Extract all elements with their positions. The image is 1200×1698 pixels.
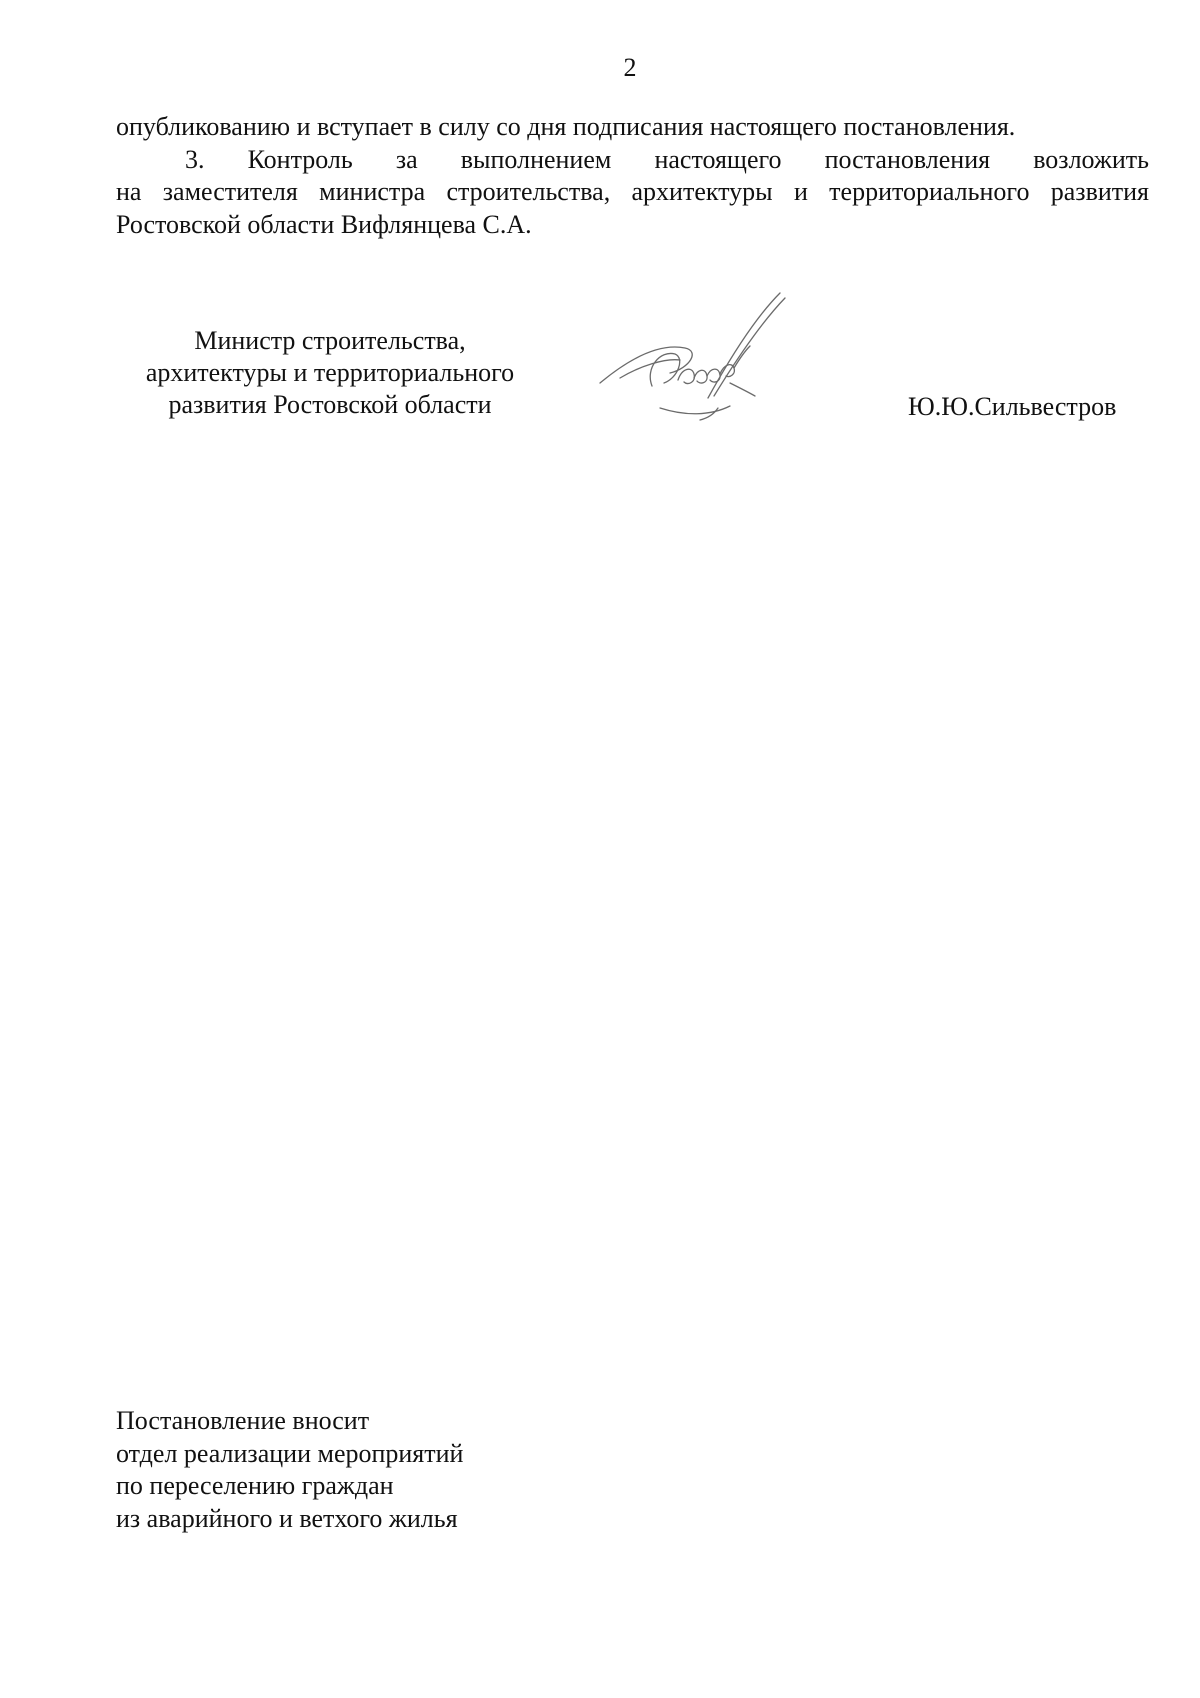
- footer-note: [116, 1405, 463, 1535]
- body-line-4: Ростовской области Вифлянцева С.А.: [116, 209, 532, 239]
- footer-line-3: по переселению граждан: [116, 1471, 394, 1500]
- signer-title: [110, 325, 550, 421]
- body-text: [116, 111, 1149, 241]
- signer-title-line-1: Министр строительства,: [194, 326, 466, 355]
- footer-line-4: из аварийного и ветхого жилья: [116, 1503, 458, 1533]
- signer-name: Ю.Ю.Сильвестров: [908, 392, 1117, 421]
- signer-title-line-2: архитектуры и территориального: [145, 358, 515, 387]
- body-line-1: опубликованию и вступает в силу со дня подписания настоящего постановления.: [116, 112, 1016, 141]
- footer-line-2: отдел реализации мероприятий: [116, 1438, 464, 1468]
- handwritten-signature: [590, 288, 850, 438]
- body-line-2: 3. Контроль за выполнением настоящего постановления возложить: [185, 144, 1149, 174]
- signer-title-line-3: развития Ростовской области: [168, 390, 492, 419]
- page-number: 2: [623, 53, 637, 82]
- body-line-3: на заместителя министра строительства, архитектуры и территориального развития: [116, 177, 1149, 206]
- footer-line-1: Постановление вносит: [116, 1406, 370, 1435]
